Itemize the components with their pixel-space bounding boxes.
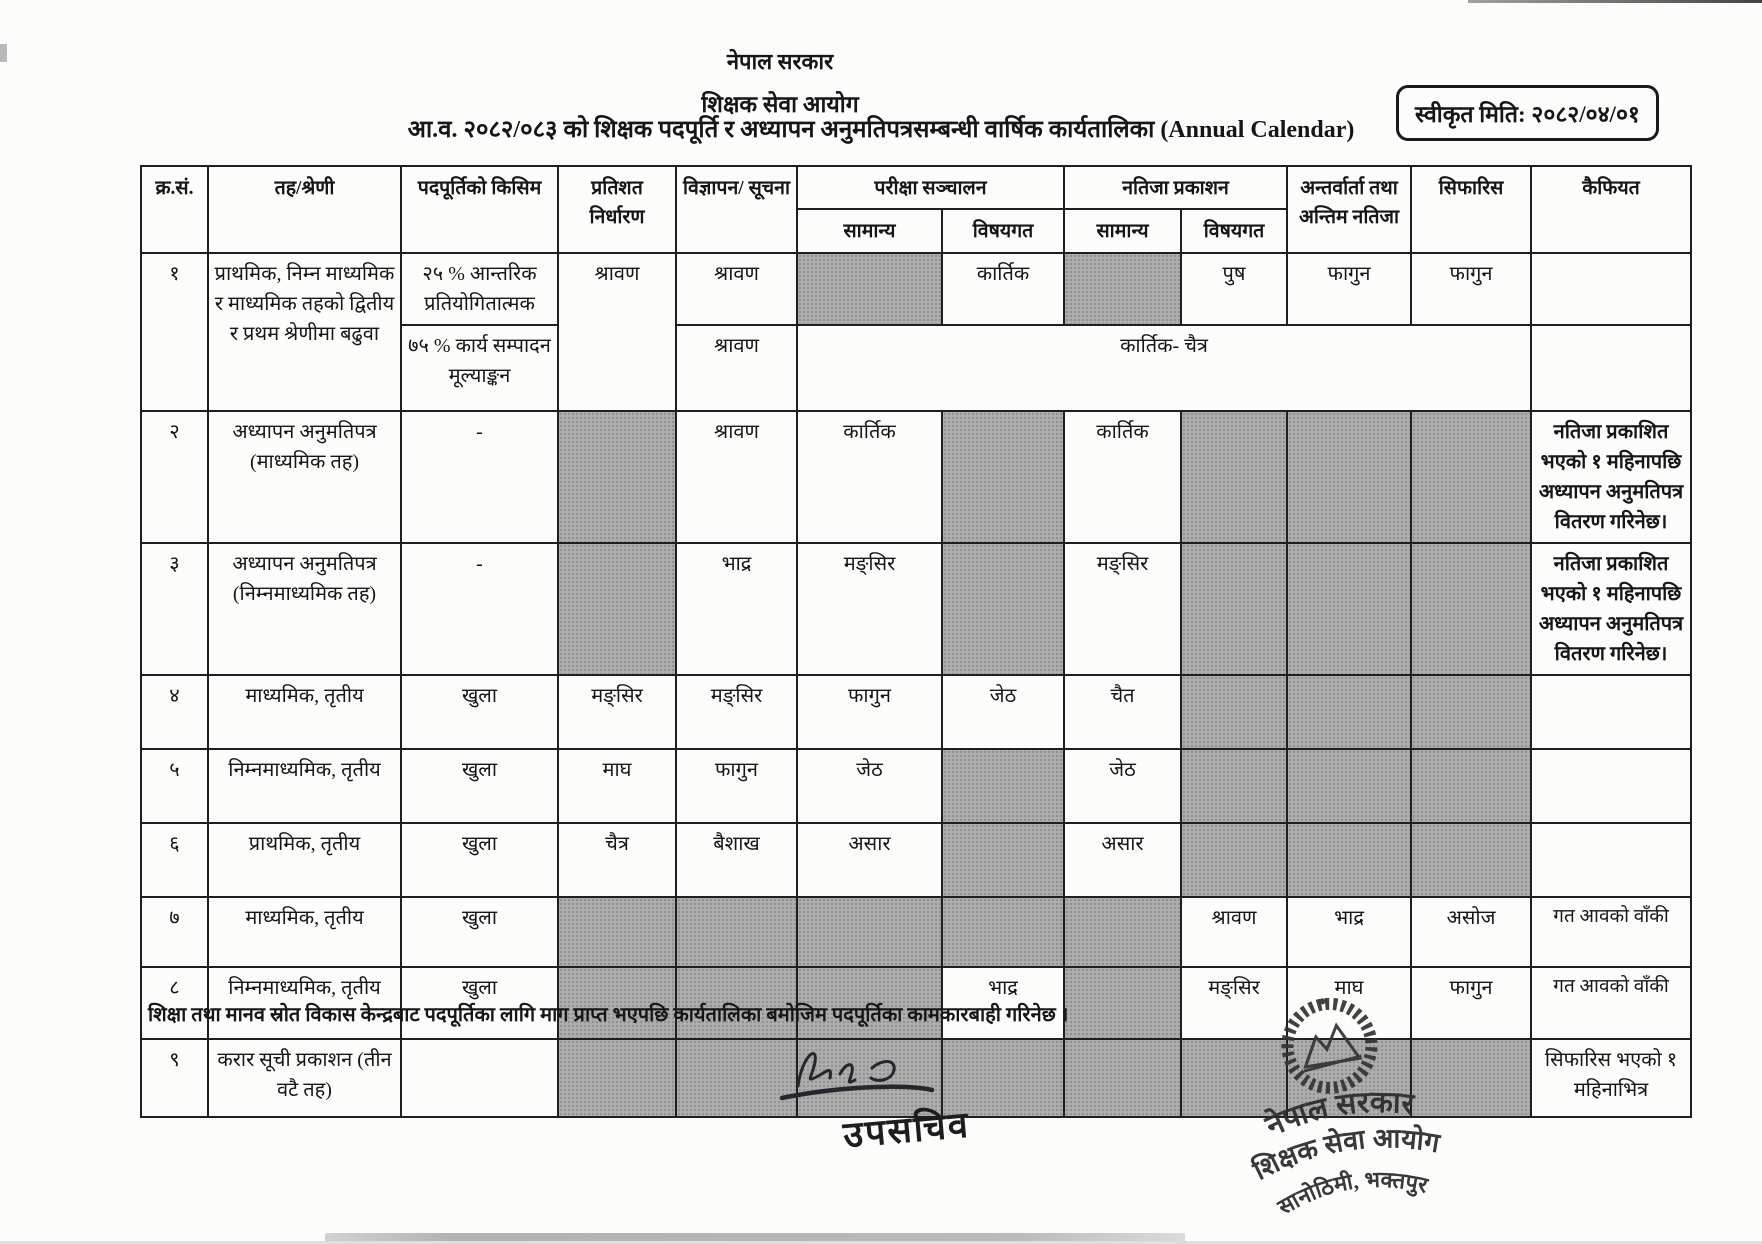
col-header-advertisement: विज्ञापन/ सूचना	[676, 166, 797, 253]
signatory-title: उपसचिव	[841, 1104, 972, 1156]
month-cell: मङ्सिर	[1181, 967, 1287, 1039]
month-cell: भाद्र	[1287, 897, 1411, 967]
remarks-cell	[1531, 749, 1691, 823]
col-header-exam-subjective: विषयगत	[942, 209, 1064, 252]
type-cell: २५ % आन्तरिक प्रतियोगितात्मक	[401, 253, 558, 325]
blocked-cell	[942, 411, 1064, 543]
blocked-cell	[1287, 823, 1411, 897]
level-cell: निम्नमाध्यमिक, तृतीय	[208, 967, 401, 1039]
blocked-cell	[1287, 411, 1411, 543]
blocked-cell	[1181, 543, 1287, 675]
month-cell: असार	[797, 823, 942, 897]
month-cell: फागुन	[797, 675, 942, 749]
blocked-cell	[558, 897, 676, 967]
blocked-cell	[1411, 749, 1531, 823]
col-header-remarks: कैफियत	[1531, 166, 1691, 253]
stamp-text-government: नेपाल सरकार	[1260, 1085, 1416, 1144]
row-number: ४	[141, 675, 208, 749]
month-cell: मङ्सिर	[797, 543, 942, 675]
table-row	[141, 253, 1691, 325]
level-cell: अध्यापन अनुमतिपत्र (निम्नमाध्यमिक तह)	[208, 543, 401, 675]
header-row-groups	[141, 166, 1691, 209]
row-number: ६	[141, 823, 208, 897]
row-number: ७	[141, 897, 208, 967]
month-cell: मङ्सिर	[558, 675, 676, 749]
blocked-cell	[558, 543, 676, 675]
blocked-cell	[942, 897, 1064, 967]
col-header-interview-final: अन्तर्वार्ता तथा अन्तिम नतिजा	[1287, 166, 1411, 253]
blocked-cell	[1181, 411, 1287, 543]
month-cell: माघ	[1287, 967, 1411, 1039]
blocked-cell	[1411, 675, 1531, 749]
month-cell: चैत्र	[558, 823, 676, 897]
month-cell: चैत	[1064, 675, 1181, 749]
remarks-cell	[1531, 823, 1691, 897]
level-cell: अध्यापन अनुमतिपत्र (माध्यमिक तह)	[208, 411, 401, 543]
official-stamp	[1168, 967, 1513, 1244]
document-header	[0, 46, 1560, 119]
month-cell: भाद्र	[676, 543, 797, 675]
stamp-text-commission: शिक्षक सेवा आयोग	[1248, 1123, 1442, 1186]
remarks-cell: नतिजा प्रकाशित भएको १ महिनापछि अध्यापन अनुमतिपत्र वितरण गरिनेछ।	[1531, 543, 1691, 675]
month-cell: श्रावण	[676, 411, 797, 543]
row-number: ३	[141, 543, 208, 675]
col-header-sn: क्र.सं.	[141, 166, 208, 253]
scan-artifact-left-edge	[0, 44, 7, 62]
month-cell: माघ	[558, 749, 676, 823]
row-number: १	[141, 253, 208, 411]
commission-name: शिक्षक सेवा आयोग	[701, 92, 859, 117]
table-row	[141, 749, 1691, 823]
level-cell: माध्यमिक, तृतीय	[208, 675, 401, 749]
blocked-cell	[942, 749, 1064, 823]
approved-date-box: स्वीकृत मिति: २०८२/०४/०१	[1396, 85, 1659, 141]
month-cell: बैशाख	[676, 823, 797, 897]
table-row	[141, 543, 1691, 675]
blocked-cell	[797, 897, 942, 967]
blocked-cell	[1411, 411, 1531, 543]
blocked-cell	[1181, 749, 1287, 823]
type-cell	[401, 1039, 558, 1117]
blocked-cell	[1064, 897, 1181, 967]
document-title: आ.व. २०८२/०८३ को शिक्षक पदपूर्ति र अध्यापन अनुमतिपत्रसम्बन्धी वार्षिक कार्यतालिका (Annual Calendar)	[407, 117, 1355, 143]
month-cell: असोज	[1411, 897, 1531, 967]
blocked-cell	[558, 411, 676, 543]
col-header-percent: प्रतिशत निर्धारण	[558, 166, 676, 253]
type-cell: खुला	[401, 749, 558, 823]
blocked-cell	[1064, 253, 1181, 325]
month-cell: असार	[1064, 823, 1181, 897]
stamp-emblem	[1280, 992, 1377, 1094]
level-cell: करार सूची प्रकाशन (तीन वटै तह)	[208, 1039, 401, 1117]
month-cell: मङ्सिर	[676, 675, 797, 749]
blocked-cell	[1411, 823, 1531, 897]
blocked-cell	[1181, 823, 1287, 897]
month-cell: जेठ	[797, 749, 942, 823]
col-header-result-publication: नतिजा प्रकाशन	[1064, 166, 1287, 209]
type-cell: खुला	[401, 823, 558, 897]
month-cell: फागुन	[676, 749, 797, 823]
month-cell: जेठ	[1064, 749, 1181, 823]
blocked-cell	[1411, 543, 1531, 675]
government-name: नेपाल सरकार	[726, 49, 834, 74]
merged-range-cell: कार्तिक- चैत्र	[797, 325, 1531, 411]
blocked-cell	[942, 823, 1064, 897]
month-cell: भाद्र	[942, 967, 1064, 1039]
col-header-result-subjective: विषयगत	[1181, 209, 1287, 252]
month-cell: कार्तिक	[797, 411, 942, 543]
row-number: ९	[141, 1039, 208, 1117]
blocked-cell	[676, 897, 797, 967]
row-number: ५	[141, 749, 208, 823]
blocked-cell	[1064, 967, 1181, 1039]
type-cell: खुला	[401, 897, 558, 967]
type-cell: -	[401, 411, 558, 543]
level-cell: माध्यमिक, तृतीय	[208, 897, 401, 967]
type-cell: खुला	[401, 675, 558, 749]
month-cell: फागुन	[1287, 253, 1411, 325]
table-row	[141, 411, 1691, 543]
blocked-cell	[1287, 543, 1411, 675]
remarks-cell	[1531, 253, 1691, 325]
stamp-text-location: सानोठिमी, भक्तपुर	[1273, 1166, 1431, 1220]
remarks-cell: सिफारिस भएको १ महिनाभित्र	[1531, 1039, 1691, 1117]
remarks-cell	[1531, 325, 1691, 411]
remarks-cell: गत आवको वाँकी	[1531, 897, 1691, 967]
scan-artifact-top-edge	[1468, 0, 1762, 3]
col-header-exam-conduct: परीक्षा सञ्चालन	[797, 166, 1064, 209]
remarks-cell: गत आवको वाँकी	[1531, 967, 1691, 1039]
type-cell: खुला	[401, 967, 558, 1039]
blocked-cell	[1181, 675, 1287, 749]
col-header-result-general: सामान्य	[1064, 209, 1181, 252]
type-cell: ७५ % कार्य सम्पादन मूल्याङ्कन	[401, 325, 558, 411]
month-cell: श्रावण	[1181, 897, 1287, 967]
month-cell: श्रावण	[676, 253, 797, 325]
table-row	[141, 897, 1691, 967]
row-number: २	[141, 411, 208, 543]
type-cell: -	[401, 543, 558, 675]
table-row	[141, 823, 1691, 897]
table-row	[141, 675, 1691, 749]
col-header-recommendation: सिफारिस	[1411, 166, 1531, 253]
month-cell: श्रावण	[558, 253, 676, 411]
blocked-cell	[558, 1039, 676, 1117]
month-cell: कार्तिक	[1064, 411, 1181, 543]
month-cell: मङ्सिर	[1064, 543, 1181, 675]
col-header-exam-general: सामान्य	[797, 209, 942, 252]
month-cell: पुष	[1181, 253, 1287, 325]
remarks-cell	[1531, 675, 1691, 749]
blocked-cell	[797, 253, 942, 325]
blocked-cell	[1287, 749, 1411, 823]
month-cell: फागुन	[1411, 967, 1531, 1039]
month-cell: फागुन	[1411, 253, 1531, 325]
remarks-cell: नतिजा प्रकाशित भएको १ महिनापछि अध्यापन अनुमतिपत्र वितरण गरिनेछ।	[1531, 411, 1691, 543]
col-header-level: तह/श्रेणी	[208, 166, 401, 253]
blocked-cell	[1064, 1039, 1181, 1117]
blocked-cell	[942, 543, 1064, 675]
blocked-cell	[1287, 675, 1411, 749]
level-cell: प्राथमिक, निम्न माध्यमिक र माध्यमिक तहको द्वितीय र प्रथम श्रेणीमा बढुवा	[208, 253, 401, 411]
row-number: ८	[141, 967, 208, 1039]
month-cell: श्रावण	[676, 325, 797, 411]
col-header-fulfillment-type: पदपूर्तिको किसिम	[401, 166, 558, 253]
level-cell: प्राथमिक, तृतीय	[208, 823, 401, 897]
level-cell: निम्नमाध्यमिक, तृतीय	[208, 749, 401, 823]
month-cell: जेठ	[942, 675, 1064, 749]
month-cell: कार्तिक	[942, 253, 1064, 325]
footer-note: शिक्षा तथा मानव स्रोत विकास केन्द्रबाट पदपूर्तिका लागि माग प्राप्त भएपछि कार्यतालिका बमोजिम पदपूर्तिका कामकारबाही गरिनेछ ।	[148, 1004, 1069, 1026]
